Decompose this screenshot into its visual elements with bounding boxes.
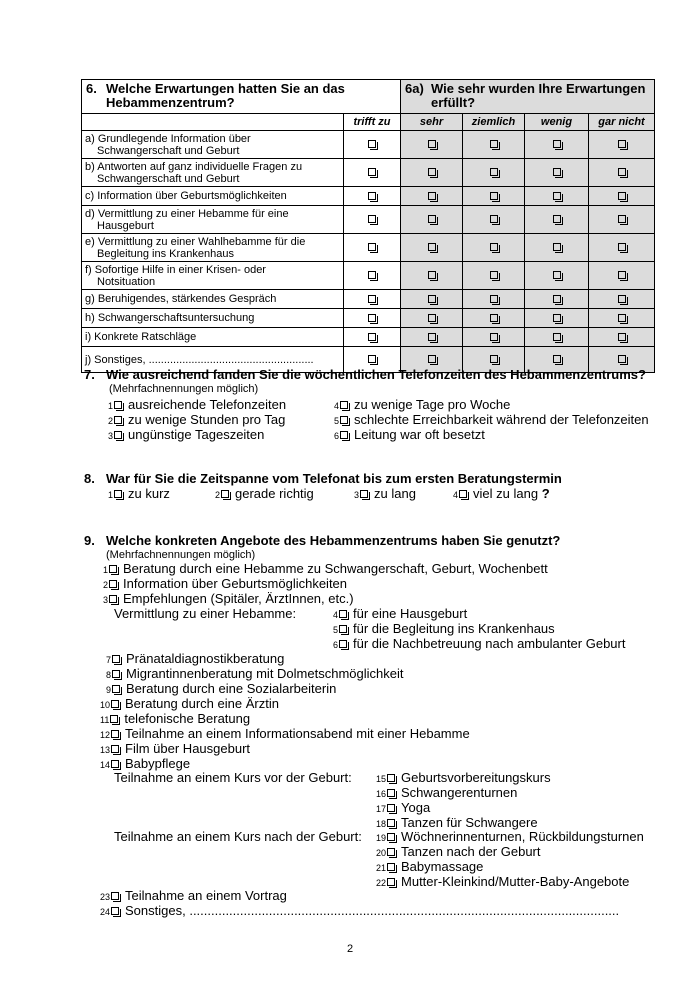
cell-sehr [401,131,463,159]
checkbox-icon[interactable] [368,355,376,363]
checkbox-icon[interactable] [553,243,561,251]
cell-sehr [401,290,463,309]
checkbox-icon[interactable] [428,140,436,148]
cell-ziemlich [463,187,525,206]
q9-option-6[interactable] [333,636,625,651]
cell-ziemlich [463,159,525,187]
checkbox-icon[interactable] [618,168,626,176]
option-label: Migrantinnenberatung mit Dolmetschmöglichkeit [126,666,404,681]
cell-ziemlich [463,290,525,309]
checkbox-icon[interactable] [368,333,376,341]
checkbox-icon[interactable] [387,878,395,886]
question-text: War für Sie die Zeitspanne vom Telefonat bis zum ersten Beratungstermin [106,471,562,486]
question-number: 8. [84,471,95,486]
expectation-label-line: Hausgeburt [97,219,154,232]
q7-option-1[interactable] [108,397,286,412]
expectation-label-line: g) Beruhigendes, stärkendes Gespräch [85,293,277,305]
cell-ziemlich [463,328,525,347]
checkbox-icon[interactable] [490,140,498,148]
option-number: 15 [376,774,387,784]
q9-option-11[interactable] [100,711,250,726]
checkbox-icon[interactable] [618,314,626,322]
checkbox-icon[interactable] [618,295,626,303]
checkbox-icon[interactable] [109,580,117,588]
q9-option-21[interactable] [376,859,483,874]
checkbox-icon[interactable] [428,168,436,176]
option-label: Beratung durch eine Ärztin [125,696,279,711]
expectation-row [82,131,655,159]
checkbox-icon[interactable] [339,610,347,618]
checkbox-icon[interactable] [490,355,498,363]
option-label: Beratung durch eine Sozialarbeiterin [126,681,337,696]
option-label: Mutter-Kleinkind/Mutter-Baby-Angebote [401,874,630,889]
option-label: für die Nachbetreuung nach ambulanter Geburt [353,636,626,651]
page-number: 2 [346,943,354,955]
column-header-gar-nicht: gar nicht [589,114,655,131]
checkbox-icon[interactable] [111,760,119,768]
cell-gar-nicht [589,234,655,262]
expectation-label [82,234,344,262]
checkbox-icon[interactable] [490,168,498,176]
option-label: Empfehlungen (Spitäler, ÄrztInnen, etc.) [123,591,354,606]
option-number: 4 [333,610,339,620]
q9-option-3[interactable] [103,591,354,606]
expectation-label-line: a) Grundlegende Information über [85,132,251,145]
expectation-label [82,206,344,234]
checkbox-icon[interactable] [553,140,561,148]
option-label: telefonische Beratung [124,711,251,726]
question-8-title [84,471,562,486]
column-header-sehr: sehr [401,114,463,131]
q9-option-1[interactable] [103,561,548,576]
q8-option-2[interactable] [215,486,314,501]
q8-option-3[interactable] [354,486,416,501]
cell-wenig [525,159,589,187]
question-9-title [84,533,560,548]
expectation-label-line: d) Vermittlung zu einer Hebamme für eine [85,207,289,220]
option-number: 11 [100,715,110,725]
q9-option-14[interactable] [100,756,190,771]
cell-ziemlich [463,131,525,159]
option-label: Tanzen für Schwangere [401,815,538,830]
checkbox-icon[interactable] [368,243,376,251]
cell-trifft-zu [344,328,401,347]
cell-gar-nicht [589,290,655,309]
cell-trifft-zu [344,309,401,328]
question-text: Wie sehr wurden Ihre Erwartungen [431,81,646,96]
q7-option-4[interactable] [334,397,510,412]
column-header-trifft-zu: trifft zu [344,114,401,131]
checkbox-icon[interactable] [428,271,436,279]
checkbox-icon[interactable] [112,670,120,678]
option-number: 12 [100,730,111,740]
group-label-course-after-birth: Teilnahme an einem Kurs nach der Geburt: [114,829,362,844]
cell-wenig [525,290,589,309]
checkbox-icon[interactable] [221,490,229,498]
checkbox-icon[interactable] [368,271,376,279]
checkbox-icon[interactable] [340,401,348,409]
question-text: Welche Erwartungen hatten Sie an das [106,81,345,96]
q9-option-24[interactable] [100,903,619,918]
cell-sehr [401,206,463,234]
option-label: Schwangerenturnen [401,785,518,800]
cell-trifft-zu [344,131,401,159]
cell-sehr [401,309,463,328]
checkbox-icon[interactable] [618,355,626,363]
cell-gar-nicht [589,328,655,347]
checkbox-icon[interactable] [553,192,561,200]
checkbox-icon[interactable] [428,243,436,251]
option-number: 17 [376,804,387,814]
option-number: 2 [108,416,114,426]
option-label: Babypflege [125,756,191,771]
checkbox-icon[interactable] [490,271,498,279]
column-header-wenig: wenig [525,114,589,131]
checkbox-icon[interactable] [111,745,119,753]
question-text: Hebammenzentrum? [106,95,235,110]
question-number: 9. [84,533,95,548]
option-number: 22 [376,878,387,888]
q9-option-18[interactable] [376,815,538,830]
q7-option-2[interactable] [108,412,285,427]
question-text: Wie ausreichend fanden Sie die wöchentlichen Telefonzeiten des Hebammenzentrums? [106,367,646,382]
checkbox-icon[interactable] [111,907,119,915]
cell-ziemlich [463,206,525,234]
cell-gar-nicht [589,206,655,234]
q9-option-9[interactable] [106,681,336,696]
option-number: 6 [334,431,340,441]
cell-wenig [525,187,589,206]
option-number: 4 [334,401,340,411]
checkbox-icon[interactable] [340,431,348,439]
expectation-label [82,262,344,290]
checkbox-icon[interactable] [387,833,395,841]
checkbox-icon[interactable] [111,700,119,708]
option-label: schlechte Erreichbarkeit während der Telefonzeiten [354,412,649,427]
option-label: Teilnahme an einem Informationsabend mit einer Hebamme [125,726,470,741]
checkbox-icon[interactable] [553,295,561,303]
checkbox-icon[interactable] [490,314,498,322]
question-text: Welche konkreten Angebote des Hebammenzentrums haben Sie genutzt? [106,533,561,548]
expectation-label-line: i) Konkrete Ratschläge [85,331,197,343]
empty-header-cell [82,114,344,131]
group-label-midwife-referral: Vermittlung zu einer Hebamme: [114,606,297,621]
q9-option-23[interactable] [100,888,287,903]
checkbox-icon[interactable] [618,140,626,148]
option-label: zu wenige Tage pro Woche [354,397,511,412]
checkbox-icon[interactable] [111,730,119,738]
multiple-choice-hint: (Mehrfachnennungen möglich) [109,383,259,395]
checkbox-icon[interactable] [368,295,376,303]
expectation-label [82,328,344,347]
option-number: 1 [103,565,109,575]
checkbox-icon[interactable] [428,314,436,322]
checkbox-icon[interactable] [618,333,626,341]
cell-trifft-zu [344,187,401,206]
option-number: 18 [376,819,387,829]
checkbox-icon[interactable] [428,333,436,341]
option-label: ungünstige Tageszeiten [128,427,265,442]
expectation-label-line: Schwangerschaft und Geburt [97,144,240,157]
option-label: ausreichende Telefonzeiten [128,397,287,412]
checkbox-icon[interactable] [110,715,118,723]
option-number: 2 [215,490,221,500]
cell-trifft-zu [344,290,401,309]
option-number: 14 [100,760,111,770]
expectation-label-line: b) Antworten auf ganz individuelle Fragen zu [85,160,303,173]
option-label: Geburtsvorbereitungskurs [401,770,551,785]
expectation-row [82,328,655,347]
option-label: viel zu lang [473,486,539,501]
cell-gar-nicht [589,131,655,159]
cell-trifft-zu [344,262,401,290]
cell-sehr [401,328,463,347]
checkbox-icon[interactable] [387,863,395,871]
checkbox-icon[interactable] [490,192,498,200]
expectation-row [82,309,655,328]
option-number: 8 [106,670,112,680]
expectation-label-line: Schwangerschaft und Geburt [97,172,240,185]
cell-sehr [401,262,463,290]
cell-ziemlich [463,309,525,328]
cell-trifft-zu [344,234,401,262]
option-label: Sonstiges, ....................................................................................................................... [125,903,620,918]
q9-option-10[interactable] [100,696,279,711]
q9-option-5[interactable] [333,621,555,636]
question-6a-header [401,80,655,114]
cell-wenig [525,206,589,234]
option-label: gerade richtig [235,486,314,501]
q8-option-1[interactable] [108,486,170,501]
checkbox-icon[interactable] [368,140,376,148]
cell-gar-nicht [589,159,655,187]
checkbox-icon[interactable] [428,355,436,363]
expectation-label [82,309,344,328]
q9-option-20[interactable] [376,844,541,859]
option-number: 19 [376,833,387,843]
option-label: Babymassage [401,859,484,874]
question-mark: ? [541,486,550,501]
option-number: 20 [376,848,387,858]
q9-option-4[interactable] [333,606,467,621]
q9-option-17[interactable] [376,800,430,815]
option-label: zu wenige Stunden pro Tag [128,412,286,427]
q9-option-13[interactable] [100,741,250,756]
expectation-row [82,187,655,206]
checkbox-icon[interactable] [387,804,395,812]
cell-gar-nicht [589,309,655,328]
expectation-label [82,187,344,206]
option-number: 21 [376,863,387,873]
question-number: 7. [84,367,95,382]
checkbox-icon[interactable] [339,625,347,633]
cell-wenig [525,309,589,328]
option-number: 9 [106,685,112,695]
checkbox-icon[interactable] [553,355,561,363]
checkbox-icon[interactable] [490,333,498,341]
option-number: 1 [108,401,114,411]
q9-option-15[interactable] [376,770,551,785]
option-number: 23 [100,892,111,902]
q7-option-5[interactable] [334,412,649,427]
checkbox-icon[interactable] [339,640,347,648]
checkbox-icon[interactable] [618,243,626,251]
option-number: 5 [333,625,339,635]
option-label: Information über Geburtsmöglichkeiten [123,576,348,591]
cell-gar-nicht [589,187,655,206]
checkbox-icon[interactable] [112,685,120,693]
checkbox-icon[interactable] [109,595,117,603]
option-label: Film über Hausgeburt [125,741,251,756]
column-header-ziemlich: ziemlich [463,114,525,131]
question-7-title [84,367,646,382]
q8-option-4[interactable] [453,486,550,501]
expectation-label-line: e) Vermittlung zu einer Wahlhebamme für die [85,235,306,248]
cell-sehr [401,159,463,187]
checkbox-icon[interactable] [459,490,467,498]
q9-option-16[interactable] [376,785,517,800]
checkbox-icon[interactable] [114,490,122,498]
option-number: 3 [108,431,114,441]
q9-option-7[interactable] [106,651,284,666]
option-label: zu kurz [128,486,170,501]
checkbox-icon[interactable] [553,333,561,341]
option-label: Pränataldiagnostikberatung [126,651,285,666]
cell-ziemlich [463,234,525,262]
option-number: 5 [334,416,340,426]
checkbox-icon[interactable] [428,215,436,223]
option-number: 3 [354,490,360,500]
checkbox-icon[interactable] [428,295,436,303]
checkbox-icon[interactable] [368,215,376,223]
cell-wenig [525,234,589,262]
option-label: Leitung war oft besetzt [354,427,485,442]
option-number: 4 [453,490,459,500]
checkbox-icon[interactable] [490,243,498,251]
q9-option-2[interactable] [103,576,347,591]
expectation-label-line: f) Sofortige Hilfe in einer Krisen- oder [85,263,266,276]
expectation-row [82,290,655,309]
cell-trifft-zu [344,159,401,187]
question-text: erfüllt? [431,95,476,110]
expectation-label [82,159,344,187]
option-number: 1 [108,490,114,500]
question-6-header [82,80,401,114]
checkbox-icon[interactable] [490,215,498,223]
question-number: 6a) [405,81,424,96]
cell-wenig [525,131,589,159]
checkbox-icon[interactable] [360,490,368,498]
checkbox-icon[interactable] [368,168,376,176]
option-number: 13 [100,745,111,755]
option-label: für eine Hausgeburt [353,606,468,621]
expectation-row [82,234,655,262]
option-number: 6 [333,640,339,650]
cell-gar-nicht [589,262,655,290]
q9-option-19[interactable] [376,829,644,844]
checkbox-icon[interactable] [368,314,376,322]
cell-trifft-zu [344,206,401,234]
option-label: für die Begleitung ins Krankenhaus [353,621,555,636]
checkbox-icon[interactable] [387,789,395,797]
group-label-course-before-birth: Teilnahme an einem Kurs vor der Geburt: [114,770,352,785]
expectation-row [82,159,655,187]
expectation-label [82,131,344,159]
expectation-label-line: h) Schwangerschaftsuntersuchung [85,312,255,324]
expectation-row [82,262,655,290]
option-number: 24 [100,907,111,917]
q9-option-12[interactable] [100,726,470,741]
cell-ziemlich [463,262,525,290]
expectation-row [82,206,655,234]
checkbox-icon[interactable] [340,416,348,424]
checkbox-icon[interactable] [618,271,626,279]
option-label: Wöchnerinnenturnen, Rückbildungsturnen [401,829,644,844]
expectation-label-line: Begleitung ins Krankenhaus [97,247,234,260]
cell-wenig [525,262,589,290]
expectation-label-line: Notsituation [97,275,156,288]
checkbox-icon[interactable] [387,774,395,782]
checkbox-icon[interactable] [109,565,117,573]
q9-option-22[interactable] [376,874,629,889]
q7-option-3[interactable] [108,427,264,442]
checkbox-icon[interactable] [114,401,122,409]
expectation-label [82,290,344,309]
option-label: zu lang [374,486,416,501]
checkbox-icon[interactable] [111,892,119,900]
checkbox-icon[interactable] [618,215,626,223]
checkbox-icon[interactable] [428,192,436,200]
option-label: Tanzen nach der Geburt [401,844,541,859]
multiple-choice-hint: (Mehrfachnennungen möglich) [106,549,256,561]
option-number: 16 [376,789,387,799]
checkbox-icon[interactable] [553,314,561,322]
option-label: Yoga [401,800,431,815]
expectation-label-line: c) Information über Geburtsmöglichkeiten [85,190,287,202]
cell-sehr [401,187,463,206]
checkbox-icon[interactable] [553,271,561,279]
option-label: Beratung durch eine Hebamme zu Schwangerschaft, Geburt, Wochenbett [123,561,548,576]
question-number: 6. [86,81,97,96]
option-label: Teilnahme an einem Vortrag [125,888,287,903]
checkbox-icon[interactable] [368,192,376,200]
expectation-label-line: j) Sonstiges, ...................................................... [85,353,314,366]
checkbox-icon[interactable] [387,819,395,827]
option-number: 7 [106,655,112,665]
option-number: 3 [103,595,109,605]
cell-wenig [525,328,589,347]
q9-option-8[interactable] [106,666,403,681]
checkbox-icon[interactable] [112,655,120,663]
checkbox-icon[interactable] [114,431,122,439]
checkbox-icon[interactable] [490,295,498,303]
q7-option-6[interactable] [334,427,485,442]
checkbox-icon[interactable] [387,848,395,856]
checkbox-icon[interactable] [114,416,122,424]
option-number: 2 [103,580,109,590]
option-number: 10 [100,700,111,710]
checkbox-icon[interactable] [618,192,626,200]
expectations-table [81,79,655,373]
cell-sehr [401,234,463,262]
checkbox-icon[interactable] [553,168,561,176]
checkbox-icon[interactable] [553,215,561,223]
